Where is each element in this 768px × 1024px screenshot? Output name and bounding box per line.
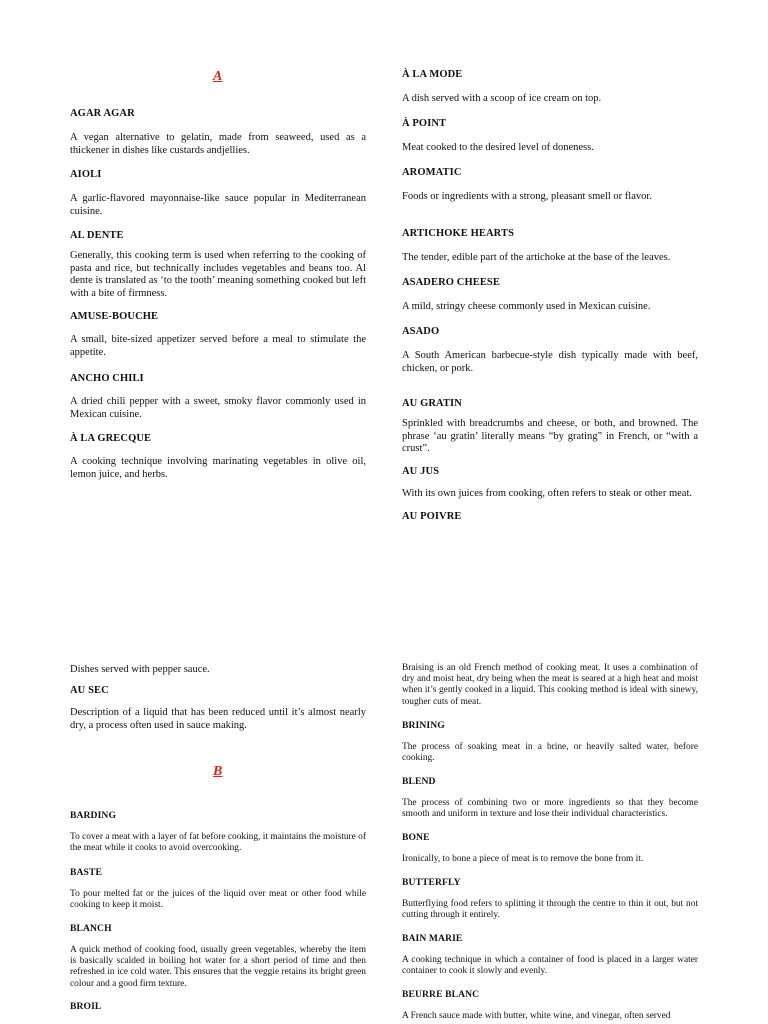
glossary-term: BROIL xyxy=(70,1001,102,1012)
glossary-definition: The process of combining two or more ingredients so that they become smooth and uniform in texture and lose their individual characteristics. xyxy=(402,798,698,820)
glossary-entry xyxy=(70,1001,366,1012)
glossary-term: AROMATIC xyxy=(402,167,462,178)
glossary-term: ARTICHOKE HEARTS xyxy=(402,228,515,239)
glossary-definition: Ironically, to bone a piece of meat is to remove the bone from it. xyxy=(402,854,644,864)
glossary-entry xyxy=(70,923,366,990)
glossary-definition: To cover a meat with a layer of fat before cooking, it maintains the moisture of the meat while it cooks to avoid overcooking. xyxy=(70,832,366,854)
glossary-term: BRINING xyxy=(402,720,445,731)
glossary-definition: A cooking technique in which a container of food is placed in a larger water container to cook it slowly and evenly. xyxy=(402,955,698,977)
glossary-term: BAIN MARIE xyxy=(402,933,463,944)
glossary-entry xyxy=(70,108,366,157)
glossary-definition: The process of soaking meat in a brine, or heavily salted water, before cooking. xyxy=(402,742,698,764)
glossary-term: AU GRATIN xyxy=(402,398,462,409)
glossary-definition: Dishes served with pepper sauce. xyxy=(70,664,210,675)
glossary-entry xyxy=(70,867,366,911)
glossary-entry xyxy=(402,933,698,977)
section-letter-b: B xyxy=(213,764,223,779)
glossary-definition: A dish served with a scoop of ice cream on top. xyxy=(402,93,602,104)
glossary-definition: Braising is an old French method of cooking meat. It uses a combination of dry and moist heat, dry being when the meat is seared at a high heat and moist when it’s gently cooked in a liquid. This cooking method is ideal with sinewy, tougher cuts of meat. xyxy=(402,663,698,707)
glossary-term: AMUSE-BOUCHE xyxy=(70,311,159,322)
glossary-term: ASADO xyxy=(402,326,440,337)
glossary-entry xyxy=(402,720,698,764)
glossary-entry xyxy=(402,877,698,921)
glossary-term: À POINT xyxy=(402,118,447,129)
glossary-entry xyxy=(402,466,698,501)
glossary-definition: With its own juices from cooking, often refers to steak or other meat. xyxy=(402,488,692,499)
glossary-definition: A small, bite-sized appetizer served before a meal to stimulate the appetite. xyxy=(70,334,366,358)
glossary-term: ANCHO CHILI xyxy=(70,373,144,384)
glossary-entry xyxy=(70,373,366,421)
glossary-definition: A French sauce made with butter, white wine, and vinegar, often served xyxy=(402,1011,671,1021)
glossary-definition: Foods or ingredients with a strong, pleasant smell or flavor. xyxy=(402,191,652,202)
glossary-definition: Meat cooked to the desired level of doneness. xyxy=(402,142,594,153)
glossary-term: AIOLI xyxy=(70,169,102,180)
glossary-term: BLANCH xyxy=(70,923,112,934)
glossary-entry xyxy=(402,989,698,1022)
glossary-definition: Butterflying food refers to splitting it through the centre to thin it out, but not cutting through it entirely. xyxy=(402,899,698,921)
glossary-definition: A quick method of cooking food, usually green vegetables, whereby the item is basically scalded in boiling hot water for a short period of time and then refreshed in ice cold water. This ensures that the veggie retains its bright green colour and a good firm texture. xyxy=(70,945,366,989)
glossary-definition: Generally, this cooking term is used when referring to the cooking of pasta and rice, but technically includes vegetables and beans too. Al dente is translated as ‘to the tooth’ meaning something cooked but left with a bite of firmness. xyxy=(70,250,366,299)
glossary-entry xyxy=(402,832,698,865)
glossary-term: BLEND xyxy=(402,776,436,787)
glossary-term: AU JUS xyxy=(402,466,440,477)
glossary-term: AL DENTE xyxy=(70,230,124,241)
glossary-entry xyxy=(402,277,698,314)
glossary-entry xyxy=(70,169,366,218)
glossary-term: À LA MODE xyxy=(402,69,463,80)
glossary-term: BUTTERFLY xyxy=(402,877,461,888)
glossary-entry xyxy=(402,511,698,522)
glossary-continuation xyxy=(402,663,698,708)
section-letter-a: A xyxy=(213,69,223,84)
glossary-entry xyxy=(70,810,366,854)
glossary-term: BARDING xyxy=(70,810,117,821)
glossary-definition: A cooking technique involving marinating vegetables in olive oil, lemon juice, and herbs. xyxy=(70,456,366,480)
glossary-term: AU SEC xyxy=(70,685,109,696)
glossary-definition: Sprinkled with breadcrumbs and cheese, or both, and browned. The phrase ‘au gratin’ literally means “by grating” in French, or “with a crust”. xyxy=(402,418,698,455)
glossary-term: À LA GRECQUE xyxy=(70,433,152,444)
glossary-continuation xyxy=(70,664,366,677)
glossary-entry xyxy=(70,433,366,481)
glossary-definition: To pour melted fat or the juices of the liquid over meat or other food while cooking to keep it moist. xyxy=(70,889,366,911)
glossary-definition: A vegan alternative to gelatin, made from seaweed, used as a thickener in dishes like custards andjellies. xyxy=(70,132,366,156)
glossary-definition: Description of a liquid that has been reduced until it’s almost nearly dry, a process often used in sauce making. xyxy=(70,707,366,731)
glossary-definition: A South American barbecue-style dish typically made with beef, chicken, or pork. xyxy=(402,350,698,374)
glossary-term: BONE xyxy=(402,832,430,843)
glossary-entry xyxy=(70,230,366,300)
glossary-term: AGAR AGAR xyxy=(70,108,135,119)
glossary-entry xyxy=(402,326,698,375)
glossary-definition: A dried chili pepper with a sweet, smoky flavor commonly used in Mexican cuisine. xyxy=(70,396,366,420)
glossary-definition: The tender, edible part of the artichoke at the base of the leaves. xyxy=(402,252,671,263)
glossary-entry xyxy=(402,167,698,204)
glossary-definition: A mild, stringy cheese commonly used in Mexican cuisine. xyxy=(402,301,651,312)
glossary-definition: A garlic-flavored mayonnaise-like sauce popular in Mediterranean cuisine. xyxy=(70,193,366,217)
glossary-term: BEURRE BLANC xyxy=(402,989,480,1000)
glossary-entry xyxy=(70,685,366,732)
glossary-entry xyxy=(402,776,698,820)
glossary-entry xyxy=(402,398,698,456)
glossary-entry xyxy=(402,69,698,106)
glossary-entry xyxy=(402,228,698,265)
glossary-entry xyxy=(70,311,366,359)
glossary-term: BASTE xyxy=(70,867,102,878)
glossary-term: AU POIVRE xyxy=(402,511,462,522)
glossary-term: ASADERO CHEESE xyxy=(402,277,500,288)
glossary-entry xyxy=(402,118,698,155)
